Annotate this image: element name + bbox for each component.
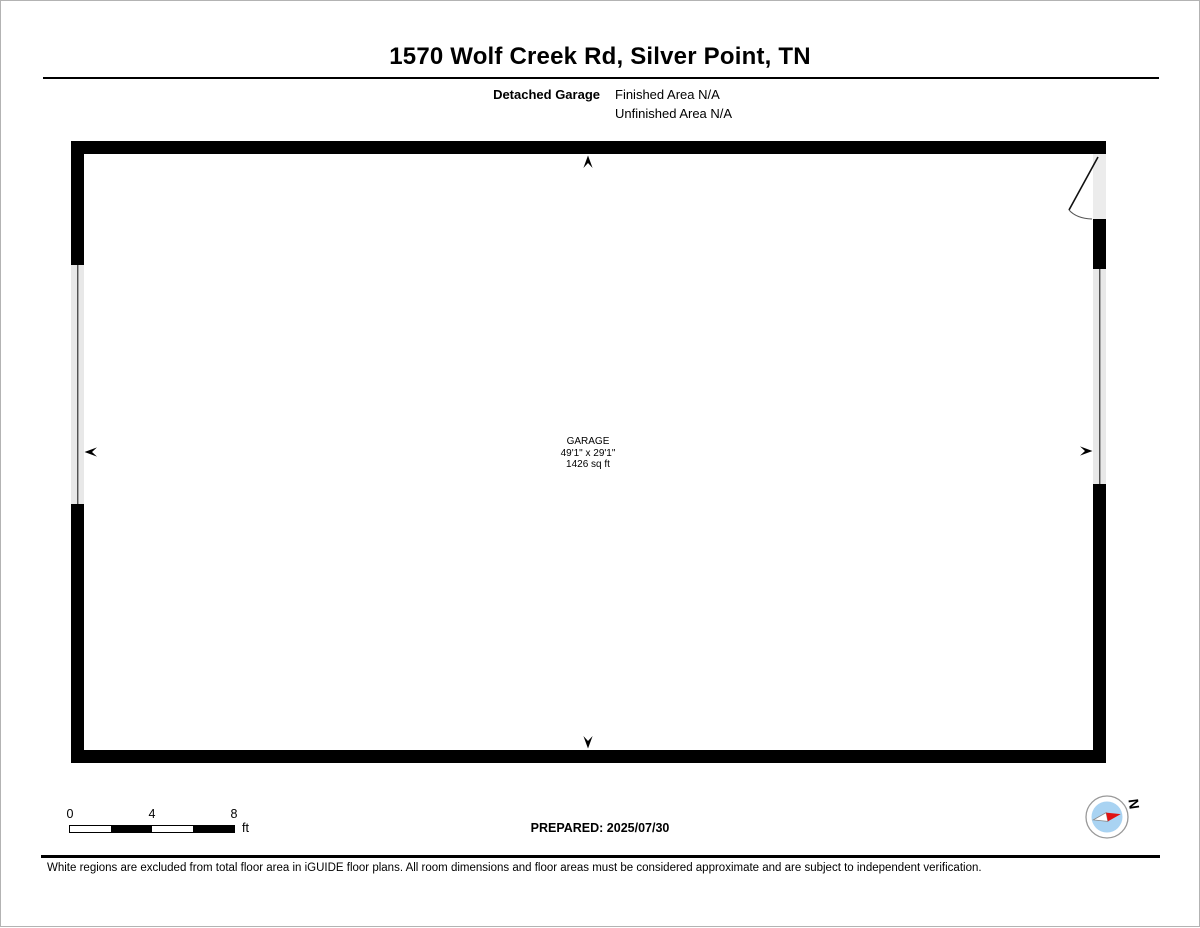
room-name: GARAGE xyxy=(566,436,610,447)
prepared-date-label: PREPARED: 2025/07/30 xyxy=(530,821,670,835)
right-opening-pane-line xyxy=(1099,269,1100,484)
left-opening-pane-line xyxy=(77,265,78,504)
room-dimensions: 49'1" x 29'1" xyxy=(560,447,616,459)
room-area: 1426 sq ft xyxy=(566,459,610,470)
scale-tick-0: 0 xyxy=(66,807,74,821)
scale-tick-8: 8 xyxy=(230,807,238,821)
footer-divider xyxy=(41,855,1160,858)
room-label xyxy=(488,436,688,471)
finished-area-label: Finished Area N/A xyxy=(615,87,720,102)
page-title: 1570 Wolf Creek Rd, Silver Point, TN xyxy=(389,43,811,70)
unfinished-area-label: Unfinished Area N/A xyxy=(615,106,733,121)
compass-north-label: N xyxy=(1125,797,1143,811)
left-wall-opening xyxy=(71,265,84,504)
right-wall-opening xyxy=(1093,269,1106,484)
scale-tick-4: 4 xyxy=(148,807,156,821)
floor-name-label: Detached Garage xyxy=(493,87,600,102)
scale-unit-label: ft xyxy=(242,821,249,835)
disclaimer-text: White regions are excluded from total floor area in iGUIDE floor plans. All room dimensions and floor areas must be considered approximate and are subject to independent verification. xyxy=(47,862,982,874)
area-summary xyxy=(615,85,732,123)
right-wall-door-opening xyxy=(1093,154,1106,219)
title-divider xyxy=(43,77,1159,79)
